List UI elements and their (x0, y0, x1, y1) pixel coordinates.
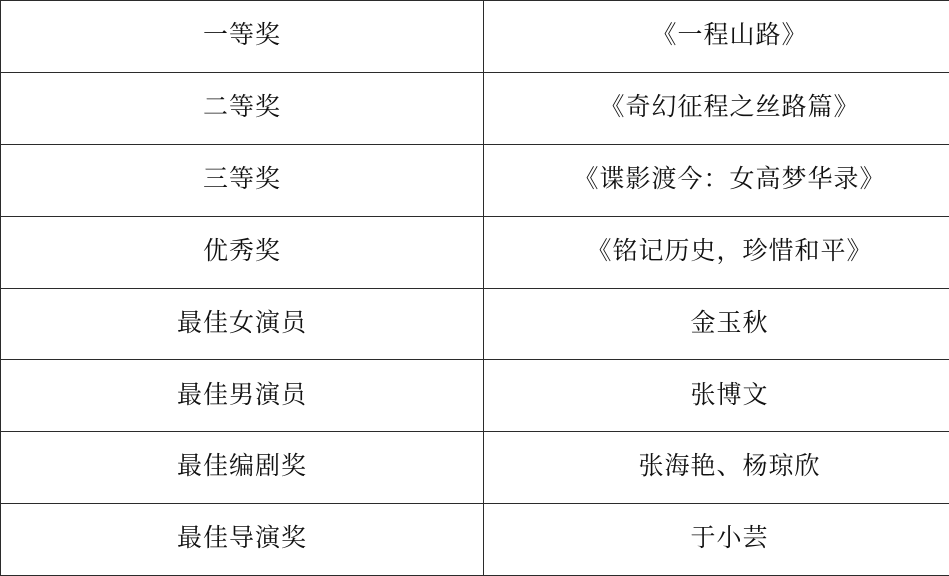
award-title-cell: 《铭记历史，珍惜和平》 (484, 216, 949, 288)
award-title-cell: 张博文 (484, 360, 949, 432)
award-name-cell: 一等奖 (1, 1, 484, 73)
award-title-cell: 于小芸 (484, 504, 949, 576)
table-row (1, 288, 949, 360)
award-title-cell: 张海艳、杨琼欣 (484, 432, 949, 504)
table-row (1, 72, 949, 144)
award-title-cell: 《一程山路》 (484, 1, 949, 73)
award-name-cell: 优秀奖 (1, 216, 484, 288)
award-title-cell: 金玉秋 (484, 288, 949, 360)
table-body (1, 1, 949, 576)
award-name-cell: 最佳女演员 (1, 288, 484, 360)
table-row (1, 1, 949, 73)
table-row (1, 504, 949, 576)
award-name-cell: 最佳编剧奖 (1, 432, 484, 504)
award-name-cell: 最佳导演奖 (1, 504, 484, 576)
award-title-cell: 《奇幻征程之丝路篇》 (484, 72, 949, 144)
table-row (1, 360, 949, 432)
table-row (1, 216, 949, 288)
award-name-cell: 三等奖 (1, 144, 484, 216)
award-title-cell: 《谍影渡今：女高梦华录》 (484, 144, 949, 216)
table-row (1, 432, 949, 504)
award-name-cell: 最佳男演员 (1, 360, 484, 432)
award-name-cell: 二等奖 (1, 72, 484, 144)
table-row (1, 144, 949, 216)
